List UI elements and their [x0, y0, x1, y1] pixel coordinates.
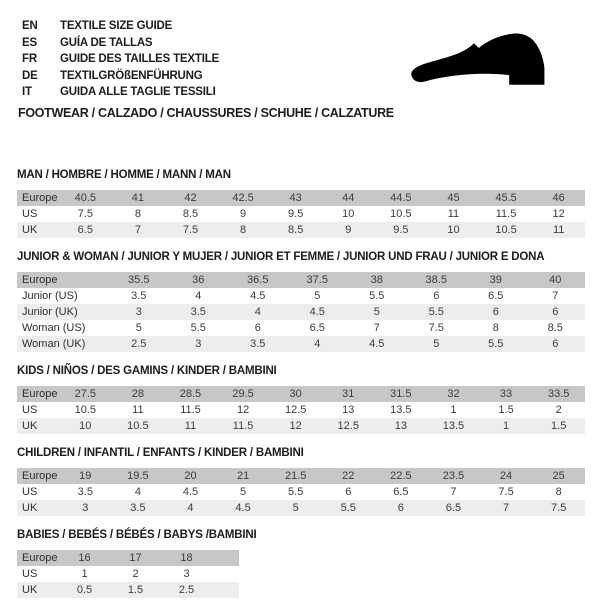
size-cell: 17 [129, 552, 142, 564]
size-cell: 7.5 [77, 208, 93, 220]
size-cell: 23.5 [442, 470, 465, 482]
size-table [17, 550, 239, 598]
size-cell: 2.5 [178, 584, 195, 596]
language-legend [22, 18, 219, 101]
size-cell: 6 [552, 306, 559, 318]
size-cell: 20 [184, 470, 197, 482]
size-cell: 12 [236, 404, 250, 416]
size-cell: 12.5 [337, 420, 359, 432]
size-cell: 6 [345, 486, 352, 498]
filler-cell [212, 582, 239, 598]
size-sections [17, 169, 585, 598]
row-label: Junior (US) [22, 290, 78, 302]
size-cell: 1.5 [551, 420, 567, 432]
size-cell: 41 [131, 192, 145, 204]
size-cell: 1 [502, 420, 510, 432]
table-row [17, 386, 585, 402]
size-cell: 25 [552, 470, 565, 482]
size-cell: 36 [192, 274, 205, 286]
size-cell: 9 [345, 224, 352, 236]
size-cell: 8.5 [288, 224, 304, 236]
size-cell: 7.5 [182, 224, 199, 236]
size-cell: 7 [373, 322, 380, 334]
table-row [17, 550, 239, 566]
table-row [17, 500, 585, 516]
size-cell: 13 [342, 404, 355, 416]
row-label: US [22, 404, 38, 416]
size-cell: 8 [492, 322, 499, 334]
size-cell: 4.5 [250, 290, 266, 302]
size-cell: 29.5 [232, 388, 254, 400]
language-code: EN [22, 20, 38, 32]
size-cell: 4 [134, 486, 141, 498]
size-cell: 45.5 [495, 192, 517, 204]
size-cell: 33.5 [547, 388, 570, 400]
size-cell: 9.5 [393, 224, 409, 236]
size-cell: 33 [499, 388, 513, 400]
size-cell: 6 [433, 290, 440, 302]
size-cell: 42.5 [232, 192, 254, 204]
section-heading: CHILDREN / INFANTIL / ENFANTS / KINDER / BAMBINI [17, 447, 304, 459]
size-cell: 38.5 [425, 274, 447, 286]
size-cell: 5.5 [190, 322, 206, 334]
size-cell: 11.5 [495, 208, 517, 220]
table-row [17, 402, 585, 418]
row-label: US [22, 568, 38, 580]
size-cell: 6.5 [488, 290, 504, 302]
size-cell: 22.5 [390, 470, 412, 482]
size-cell: 12 [552, 208, 565, 220]
size-cell: 44 [342, 192, 355, 204]
size-cell: 3.5 [130, 502, 146, 514]
size-cell: 8 [240, 224, 247, 236]
size-cell: 21 [236, 470, 250, 482]
table-row [17, 206, 585, 222]
size-table [17, 468, 585, 516]
language-row-en [22, 18, 219, 35]
size-cell: 7 [552, 290, 559, 302]
row-label: Europe [22, 470, 58, 482]
size-cell: 6.5 [393, 486, 409, 498]
size-section [17, 447, 585, 516]
size-cell: 11.5 [180, 404, 201, 416]
size-cell: 30 [289, 388, 302, 400]
size-cell: 4 [314, 338, 321, 350]
size-cell: 11.5 [232, 420, 254, 432]
size-cell: 8.5 [182, 208, 199, 220]
size-cell: 0.5 [76, 584, 93, 596]
filler-cell [212, 566, 239, 582]
size-cell: 2.5 [131, 338, 147, 350]
language-title: GUIDE DES TAILLES TEXTILE [60, 53, 219, 65]
table-row [17, 566, 239, 582]
size-cell: 5 [135, 322, 142, 334]
section-heading: BABIES / BEBÉS / BÉBÉS / BABYS /BAMBINI [17, 529, 257, 541]
size-cell: 35.5 [128, 274, 150, 286]
row-label: US [22, 208, 38, 220]
size-cell: 19 [79, 470, 92, 482]
size-cell: 11 [552, 224, 565, 236]
row-label: Europe [22, 388, 58, 400]
size-cell: 10 [447, 224, 460, 236]
table-row [17, 484, 585, 500]
table-row [17, 582, 239, 598]
size-cell: 7.5 [428, 322, 444, 334]
size-cell: 3 [135, 306, 142, 318]
size-cell: 5 [292, 502, 299, 514]
table-row [17, 304, 585, 320]
size-cell: 10.5 [495, 224, 517, 236]
table-row [17, 468, 585, 484]
size-cell: 13.5 [390, 404, 412, 416]
row-label: Woman (US) [22, 322, 86, 334]
size-cell: 32 [447, 388, 460, 400]
size-cell: 36.5 [247, 274, 269, 286]
size-cell: 12.5 [284, 404, 307, 416]
size-cell: 19.5 [127, 470, 149, 482]
size-cell: 5.5 [340, 502, 356, 514]
row-label: UK [22, 420, 38, 432]
size-cell: 6 [552, 338, 559, 350]
size-cell: 5 [314, 290, 321, 302]
language-row-it [22, 84, 219, 101]
size-cell: 5.5 [369, 290, 385, 302]
size-cell: 43 [289, 192, 302, 204]
size-section [17, 365, 585, 434]
size-cell: 38 [370, 274, 383, 286]
size-cell: 6.5 [77, 224, 93, 236]
size-cell: 5 [240, 486, 247, 498]
size-cell: 9.5 [288, 208, 304, 220]
row-label: UK [22, 584, 38, 596]
language-code: FR [22, 53, 37, 65]
size-cell: 18 [180, 552, 193, 564]
size-cell: 8 [134, 208, 141, 220]
size-cell: 5.5 [428, 306, 444, 318]
row-label: UK [22, 224, 38, 236]
size-cell: 1.5 [127, 584, 144, 596]
size-cell: 8 [555, 486, 562, 498]
size-cell: 6 [254, 322, 261, 334]
size-cell: 2 [555, 404, 562, 416]
size-cell: 24 [499, 470, 513, 482]
size-cell: 40.5 [74, 192, 96, 204]
table-row [17, 288, 585, 304]
size-cell: 8.5 [547, 322, 563, 334]
size-cell: 4 [187, 502, 194, 514]
row-label: UK [22, 502, 38, 514]
size-section [17, 529, 585, 598]
size-section [17, 251, 585, 352]
category-title: FOOTWEAR / CALZADO / CHAUSSURES / SCHUHE / CALZATURE [18, 106, 394, 120]
size-cell: 31 [342, 388, 355, 400]
shoe-icon [386, 20, 578, 108]
size-cell: 42 [184, 192, 197, 204]
size-cell: 4.5 [309, 306, 325, 318]
size-table [17, 272, 585, 352]
size-cell: 1.5 [498, 404, 514, 416]
row-label: Europe [22, 192, 58, 204]
size-cell: 10 [79, 420, 92, 432]
size-cell: 10 [342, 208, 355, 220]
size-cell: 11 [184, 420, 197, 432]
section-heading: KIDS / NIÑOS / DES GAMINS / KINDER / BAMBINI [17, 365, 277, 377]
size-cell: 4 [195, 290, 202, 302]
size-cell: 6.5 [309, 322, 325, 334]
size-cell: 3.5 [190, 306, 206, 318]
size-cell: 6 [492, 306, 499, 318]
table-row [17, 222, 585, 238]
size-cell: 6 [397, 502, 404, 514]
table-row [17, 190, 585, 206]
size-cell: 11 [447, 208, 460, 220]
size-cell: 31.5 [390, 388, 412, 400]
size-cell: 3.5 [250, 338, 266, 350]
row-label: Woman (UK) [22, 338, 86, 350]
section-heading: JUNIOR & WOMAN / JUNIOR Y MUJER / JUNIOR ET FEMME / JUNIOR UND FRAU / JUNIOR E DONA [17, 251, 545, 263]
size-cell: 40 [549, 274, 562, 286]
size-cell: 3 [195, 338, 202, 350]
size-cell: 7 [450, 486, 457, 498]
size-cell: 7 [502, 502, 510, 514]
size-cell: 4.5 [182, 486, 199, 498]
size-cell: 4.5 [369, 338, 385, 350]
size-cell: 5 [373, 306, 380, 318]
size-cell: 6.5 [445, 502, 462, 514]
size-cell: 39 [489, 274, 502, 286]
size-cell: 7.5 [498, 486, 514, 498]
size-cell: 12 [289, 420, 302, 432]
size-cell: 5.5 [288, 486, 304, 498]
row-label: Europe [22, 274, 58, 286]
size-cell: 4.5 [235, 502, 251, 514]
size-cell: 16 [78, 552, 91, 564]
language-code: IT [22, 86, 32, 98]
size-cell: 1 [450, 404, 457, 416]
size-cell: 28 [131, 388, 145, 400]
language-row-de [22, 68, 219, 85]
size-cell: 13 [394, 420, 407, 432]
row-label: Europe [22, 552, 58, 564]
size-section [17, 169, 585, 238]
size-cell: 10.5 [390, 208, 412, 220]
language-title: TEXTILGRÖßENFÜHRUNG [60, 69, 203, 82]
size-cell: 45 [447, 192, 460, 204]
size-cell: 27.5 [74, 388, 96, 400]
size-cell: 10.5 [74, 404, 96, 416]
size-cell: 3.5 [77, 486, 93, 498]
size-cell: 7 [134, 224, 141, 236]
filler-cell [212, 550, 239, 566]
row-label: US [22, 486, 38, 498]
size-cell: 1 [81, 568, 88, 580]
size-cell: 5 [433, 338, 440, 350]
size-cell: 9 [240, 208, 247, 220]
size-cell: 3 [82, 502, 89, 514]
size-cell: 46 [552, 192, 565, 204]
language-code: DE [22, 69, 38, 82]
size-cell: 3.5 [131, 290, 147, 302]
size-cell: 22 [342, 470, 355, 482]
language-title: GUÍA DE TALLAS [60, 36, 153, 49]
size-cell: 44.5 [390, 192, 412, 204]
language-title: GUIDA ALLE TAGLIE TESSILI [60, 86, 216, 98]
language-code: ES [22, 36, 37, 49]
size-table [17, 190, 585, 238]
size-cell: 2 [132, 568, 139, 580]
size-table [17, 386, 585, 434]
table-row [17, 272, 585, 288]
row-label: Junior (UK) [22, 306, 78, 318]
size-cell: 37.5 [306, 274, 328, 286]
section-heading: MAN / HOMBRE / HOMME / MANN / MAN [17, 169, 231, 181]
size-cell: 13.5 [442, 420, 465, 432]
size-cell: 11 [132, 404, 144, 416]
table-row [17, 320, 585, 336]
size-cell: 4 [254, 306, 261, 318]
size-cell: 3 [183, 568, 190, 580]
language-row-es [22, 35, 219, 52]
table-row [17, 336, 585, 352]
language-row-fr [22, 51, 219, 68]
size-cell: 7.5 [551, 502, 567, 514]
size-cell: 10.5 [127, 420, 149, 432]
table-row [17, 418, 585, 434]
size-cell: 5.5 [488, 338, 504, 350]
size-cell: 21.5 [284, 470, 307, 482]
size-cell: 28.5 [179, 388, 202, 400]
language-title: TEXTILE SIZE GUIDE [60, 20, 173, 32]
